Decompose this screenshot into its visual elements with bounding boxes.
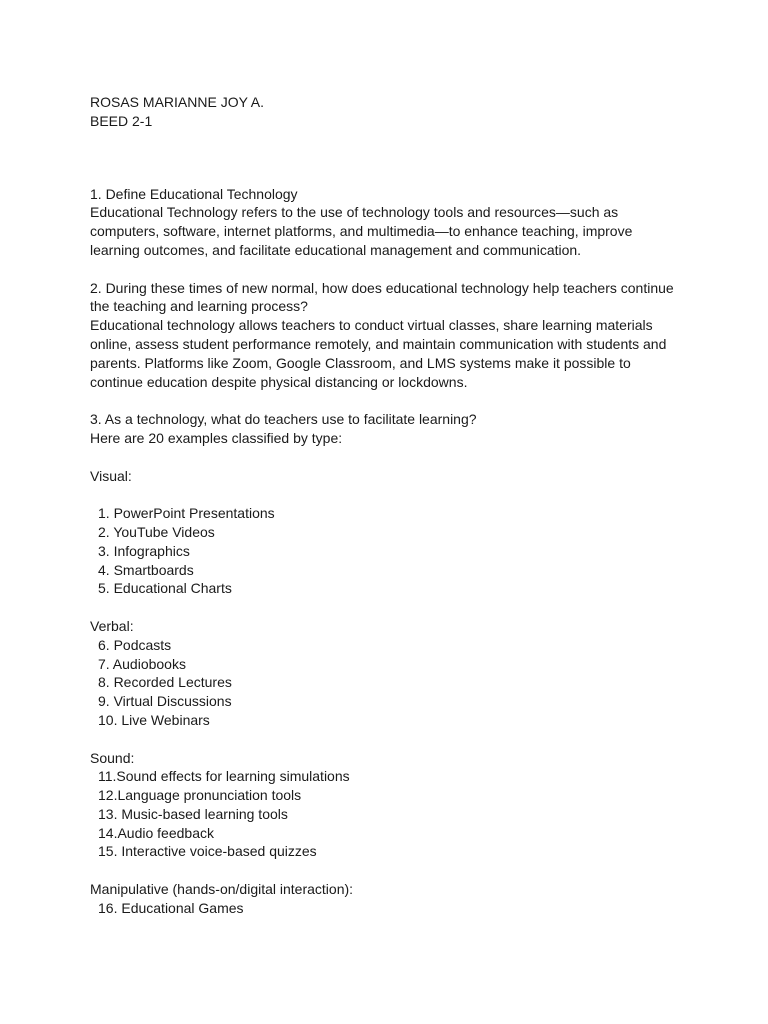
category-heading-sound: Sound: (90, 749, 135, 766)
spacer (90, 485, 690, 504)
document-header (90, 93, 690, 131)
list-item: 9. Virtual Discussions (98, 693, 232, 710)
list-item: 15. Interactive voice-based quizzes (98, 843, 317, 860)
category-heading-manipulative: Manipulative (hands-on/digital interaction): (90, 881, 354, 898)
category-heading-visual: Visual: (90, 467, 132, 484)
spacer (90, 598, 690, 617)
list-item: 6. Podcasts (98, 636, 172, 653)
category-heading-verbal: Verbal: (90, 617, 134, 634)
sound-list (90, 767, 690, 861)
question-2-text: the teaching and learning process? (90, 298, 308, 315)
student-section: BEED 2-1 (90, 112, 153, 129)
answer-2-line: parents. Platforms like Zoom, Google Classroom, and LMS systems make it possible to (90, 354, 631, 371)
visual-list (90, 504, 690, 598)
answer-2-line: online, assess student performance remotely, and maintain communication with students and (90, 335, 667, 352)
spacer (90, 448, 690, 467)
student-name: ROSAS MARIANNE JOY A. (90, 94, 265, 110)
manipulative-list (90, 899, 690, 918)
list-item: 4. Smartboards (98, 561, 194, 578)
list-item: 2. YouTube Videos (98, 523, 215, 540)
verbal-list (90, 636, 690, 730)
question-3 (90, 410, 690, 918)
list-item: 13. Music-based learning tools (98, 805, 288, 822)
list-item: 16. Educational Games (98, 899, 244, 916)
spacer (90, 260, 690, 279)
list-item: 11.Sound effects for learning simulations (98, 768, 350, 785)
question-3-intro: Here are 20 examples classified by type: (90, 429, 343, 446)
question-3-text: 3. As a technology, what do teachers use to facilitate learning? (90, 411, 477, 428)
question-1-text: 1. Define Educational Technology (90, 185, 298, 202)
list-item: 14.Audio feedback (98, 824, 214, 841)
list-item: 10. Live Webinars (98, 711, 210, 728)
answer-1-line: Educational Technology refers to the use of technology tools and resources—such as (90, 204, 619, 221)
list-item: 8. Recorded Lectures (98, 674, 232, 691)
document-page (90, 93, 690, 918)
question-1 (90, 185, 690, 260)
question-2-text: 2. During these times of new normal, how does educational technology help teachers continue (90, 279, 674, 296)
list-item: 3. Infographics (98, 542, 190, 559)
list-item: 1. PowerPoint Presentations (98, 505, 275, 522)
answer-2-line: Educational technology allows teachers to conduct virtual classes, share learning materials (90, 317, 653, 334)
question-2 (90, 279, 690, 392)
spacer (90, 861, 690, 880)
answer-2-line: continue education despite physical distancing or lockdowns. (90, 373, 468, 390)
list-item: 7. Audiobooks (98, 655, 186, 672)
list-item: 12.Language pronunciation tools (98, 787, 302, 804)
spacer (90, 391, 690, 410)
answer-1-line: learning outcomes, and facilitate educational management and communication. (90, 241, 582, 258)
list-item: 5. Educational Charts (98, 580, 232, 597)
answer-1-line: computers, software, internet platforms, and multimedia—to enhance teaching, improve (90, 223, 633, 240)
spacer (90, 730, 690, 749)
